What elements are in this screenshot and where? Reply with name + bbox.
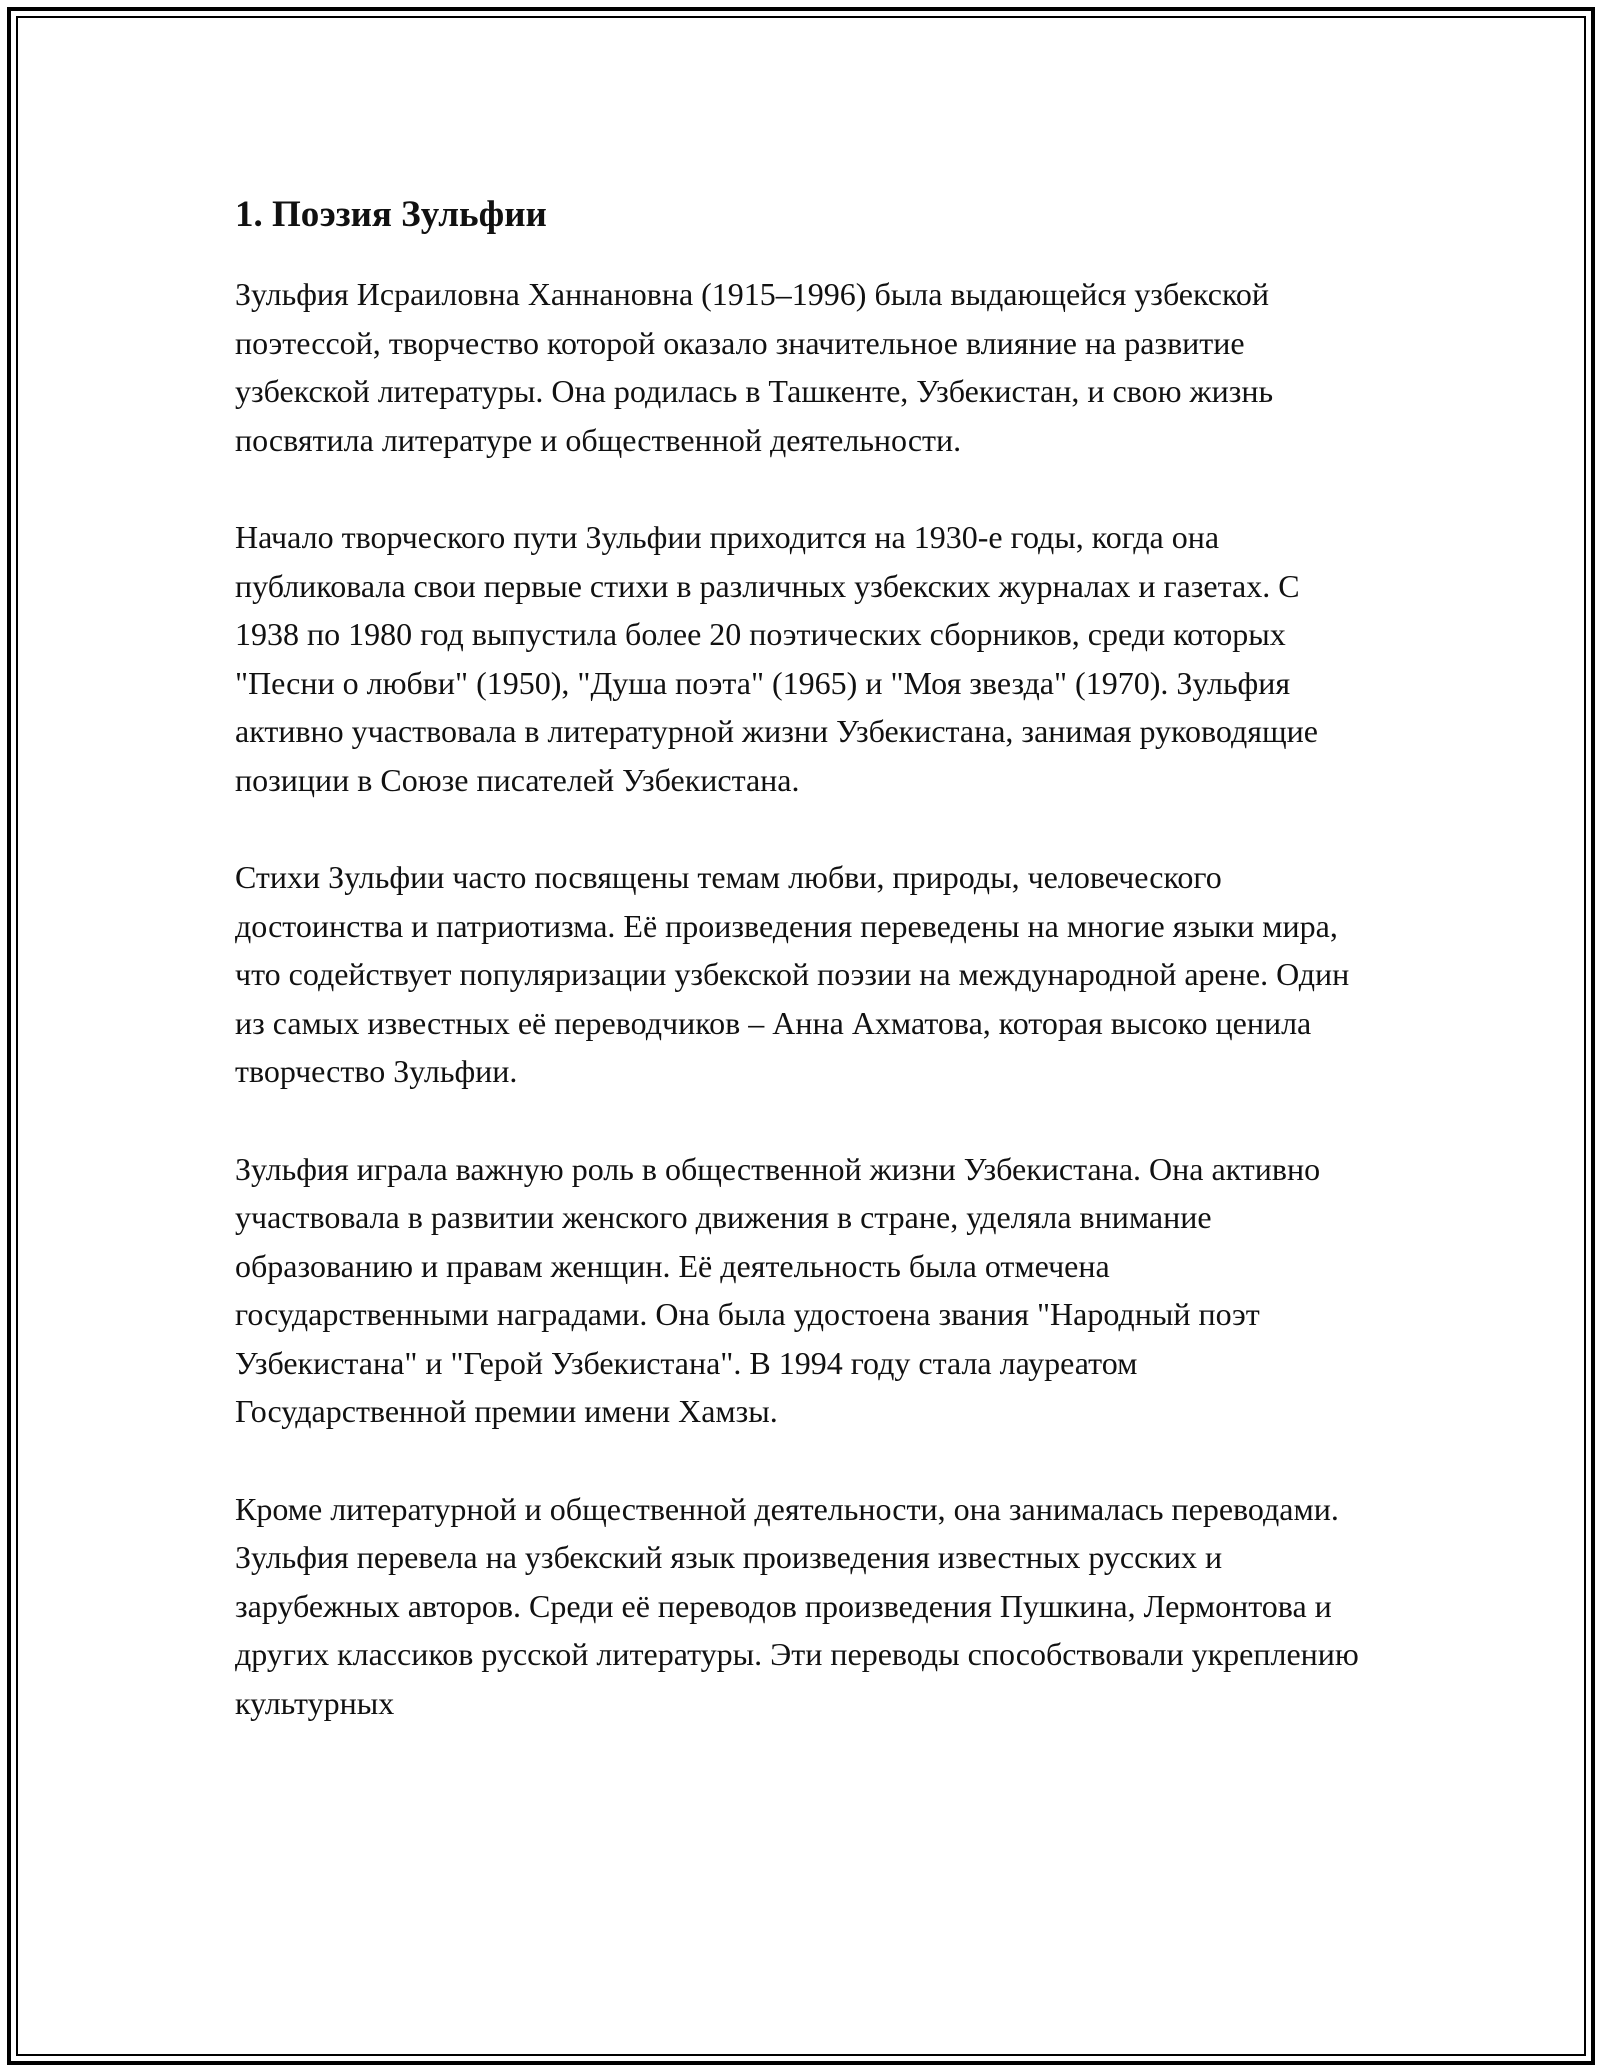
paragraph-public-life: Зульфия играла важную роль в общественной жизни Узбекистана. Она активно участвовала в развитии женского движения в стране, уделяла внимание образованию и правам женщин. Её деятельность была отмечена государственными наградами. Она была удостоена звания "Народный поэт Узбекистана" и "Герой Узбекистана". В 1994 году стала лауреатом Государственной премии имени Хамзы. <box>235 1150 1321 1429</box>
document-body <box>235 188 1365 1727</box>
paragraph-biography: Зульфия Исраиловна Ханнановна (1915–1996) была выдающейся узбекской поэтессой, творчество которой оказало значительное влияние на развитие узбекской литературы. Она родилась в Ташкенте, Узбекистан, и свою жизнь посвятила литературе и общественной деятельности. <box>235 276 1274 458</box>
section-heading: 1. Поэзия Зульфии <box>235 194 547 235</box>
paragraph-themes: Стихи Зульфии часто посвящены темам любви, природы, человеческого достоинства и патриотизма. Её произведения переведены на многие языки мира, что содействует популяризации узбекской поэзии на международной арене. Один из самых известных её переводчиков – Анна Ахматова, которая высоко ценила творчество Зульфии. <box>235 859 1350 1089</box>
paragraph-career: Начало творческого пути Зульфии приходится на 1930-е годы, когда она публиковала свои первые стихи в различных узбекских журналах и газетах. С 1938 по 1980 год выпустила более 20 поэтических сборников, среди которых "Песни о любви" (1950), "Душа поэта" (1965) и "Моя звезда" (1970). Зульфия активно участвовала в литературной жизни Узбекистана, занимая руководящие позиции в Союзе писателей Узбекистана. <box>235 519 1318 798</box>
paragraph-translations: Кроме литературной и общественной деятельности, она занималась переводами. Зульфия перевела на узбекский язык произведения известных русских и зарубежных авторов. Среди её переводов произведения Пушкина, Лермонтова и других классиков русской литературы. Эти переводы способствовали укреплению культурных <box>235 1490 1359 1721</box>
